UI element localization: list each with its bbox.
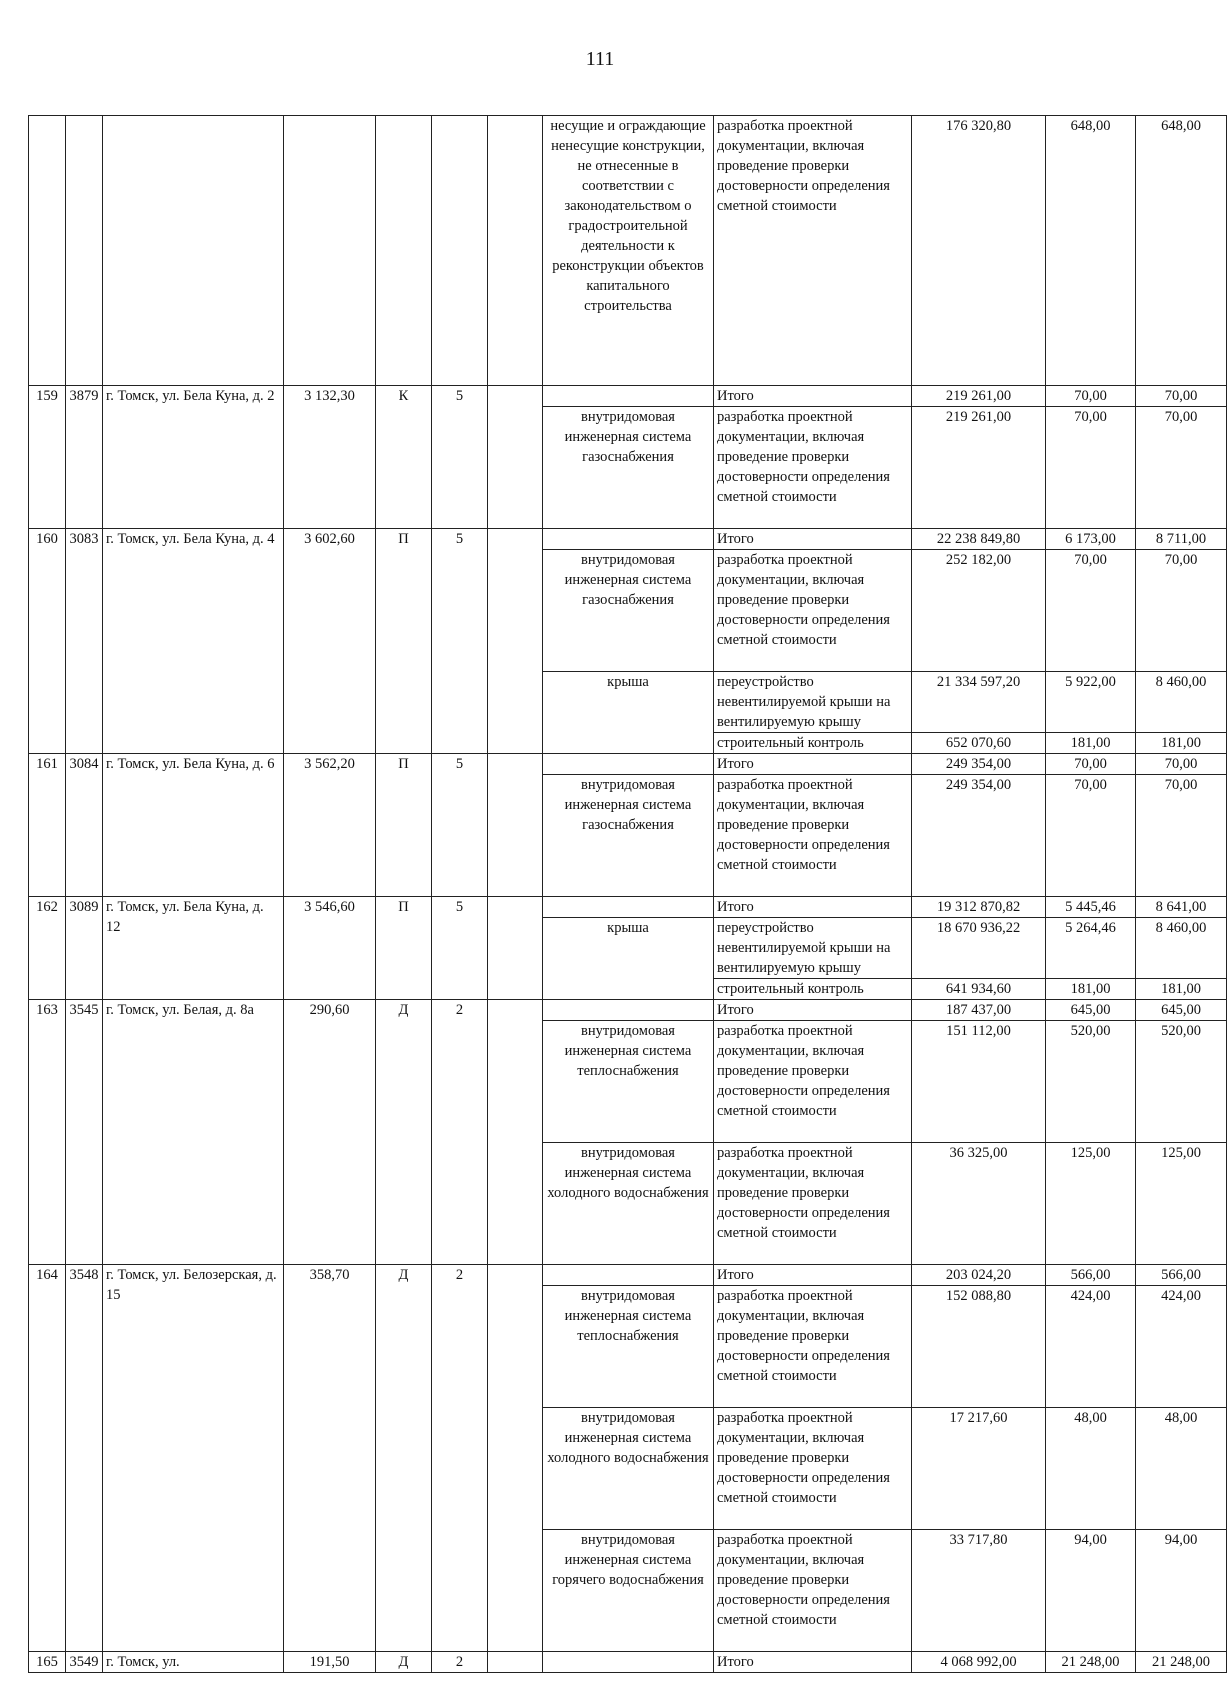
cell-cost: 219 261,00 <box>912 407 1046 529</box>
cell-limit: 8 641,00 <box>1136 897 1227 918</box>
table-row <box>29 1000 1227 1021</box>
cell-empty <box>488 754 543 897</box>
cell-cost: 652 070,60 <box>912 733 1046 754</box>
cell-element <box>543 897 714 918</box>
cell-area: 290,60 <box>284 1000 376 1265</box>
cell-address: г. Томск, ул. Бела Куна, д. 2 <box>103 386 284 529</box>
cell-work: переустройство невентилируемой крыши на вентилируемую крышу <box>714 918 912 979</box>
cell-work: Итого <box>714 1000 912 1021</box>
cell-limit: 70,00 <box>1136 550 1227 672</box>
cell-floors: 5 <box>432 386 488 529</box>
cell-specific: 520,00 <box>1046 1021 1136 1143</box>
cell-specific: 181,00 <box>1046 733 1136 754</box>
cell-cost: 21 334 597,20 <box>912 672 1046 733</box>
cell-area: 191,50 <box>284 1652 376 1673</box>
cell-specific: 5 922,00 <box>1046 672 1136 733</box>
cell-area <box>284 116 376 386</box>
cell-work: строительный контроль <box>714 979 912 1000</box>
cell-cost: 187 437,00 <box>912 1000 1046 1021</box>
cell-element: внутридомовая инженерная система теплоснабжения <box>543 1286 714 1408</box>
cell-area: 3 546,60 <box>284 897 376 1000</box>
cell-element <box>543 1652 714 1673</box>
cell-element: внутридомовая инженерная система газоснабжения <box>543 550 714 672</box>
cell-element: крыша <box>543 918 714 1000</box>
cell-floors: 2 <box>432 1265 488 1652</box>
cell-work: разработка проектной документации, включая проведение проверки достоверности определения сметной стоимости <box>714 775 912 897</box>
cell-code: 3545 <box>66 1000 103 1265</box>
cell-area: 3 562,20 <box>284 754 376 897</box>
cell-cost: 249 354,00 <box>912 754 1046 775</box>
cell-category: П <box>376 897 432 1000</box>
cell-code: 3084 <box>66 754 103 897</box>
cell-no: 160 <box>29 529 66 754</box>
page-number: 111 <box>585 48 615 70</box>
cell-no: 162 <box>29 897 66 1000</box>
cell-floors: 2 <box>432 1652 488 1673</box>
cell-limit: 94,00 <box>1136 1530 1227 1652</box>
cell-floors <box>432 116 488 386</box>
cell-cost: 249 354,00 <box>912 775 1046 897</box>
table-row <box>29 897 1227 918</box>
cell-work: разработка проектной документации, включая проведение проверки достоверности определения сметной стоимости <box>714 407 912 529</box>
cell-specific: 566,00 <box>1046 1265 1136 1286</box>
cell-address: г. Томск, ул. <box>103 1652 284 1673</box>
cell-cost: 18 670 936,22 <box>912 918 1046 979</box>
table-row <box>29 1652 1227 1673</box>
cell-specific: 424,00 <box>1046 1286 1136 1408</box>
cell-element <box>543 386 714 407</box>
cell-cost: 36 325,00 <box>912 1143 1046 1265</box>
cell-empty <box>488 1265 543 1652</box>
cell-category: П <box>376 529 432 754</box>
cell-floors: 5 <box>432 897 488 1000</box>
cell-code: 3879 <box>66 386 103 529</box>
cell-element: крыша <box>543 672 714 754</box>
cell-category: П <box>376 754 432 897</box>
cell-code: 3089 <box>66 897 103 1000</box>
cell-area: 358,70 <box>284 1265 376 1652</box>
cell-category: К <box>376 386 432 529</box>
cell-limit: 181,00 <box>1136 979 1227 1000</box>
cell-specific: 648,00 <box>1046 116 1136 386</box>
cell-specific: 645,00 <box>1046 1000 1136 1021</box>
cell-no: 164 <box>29 1265 66 1652</box>
cell-limit: 566,00 <box>1136 1265 1227 1286</box>
cell-work: Итого <box>714 897 912 918</box>
cell-no: 165 <box>29 1652 66 1673</box>
cell-cost: 219 261,00 <box>912 386 1046 407</box>
cell-limit: 8 711,00 <box>1136 529 1227 550</box>
table-row <box>29 754 1227 775</box>
cell-cost: 17 217,60 <box>912 1408 1046 1530</box>
cell-code: 3549 <box>66 1652 103 1673</box>
cell-no: 159 <box>29 386 66 529</box>
cell-work: разработка проектной документации, включая проведение проверки достоверности определения сметной стоимости <box>714 1143 912 1265</box>
cell-specific: 70,00 <box>1046 775 1136 897</box>
cell-limit: 520,00 <box>1136 1021 1227 1143</box>
cell-floors: 2 <box>432 1000 488 1265</box>
cell-category: Д <box>376 1000 432 1265</box>
cell-work: Итого <box>714 529 912 550</box>
cell-specific: 125,00 <box>1046 1143 1136 1265</box>
cell-work: строительный контроль <box>714 733 912 754</box>
cell-floors: 5 <box>432 529 488 754</box>
cell-cost: 252 182,00 <box>912 550 1046 672</box>
cell-empty <box>488 897 543 1000</box>
cell-limit: 424,00 <box>1136 1286 1227 1408</box>
cell-cost: 152 088,80 <box>912 1286 1046 1408</box>
cell-empty <box>488 1000 543 1265</box>
cell-cost: 641 934,60 <box>912 979 1046 1000</box>
cell-work: разработка проектной документации, включая проведение проверки достоверности определения сметной стоимости <box>714 550 912 672</box>
table-row <box>29 1265 1227 1286</box>
cell-empty <box>488 529 543 754</box>
cell-empty <box>488 386 543 529</box>
cell-work: Итого <box>714 1652 912 1673</box>
cell-cost: 4 068 992,00 <box>912 1652 1046 1673</box>
cell-element: внутридомовая инженерная система холодного водоснабжения <box>543 1143 714 1265</box>
cell-limit: 70,00 <box>1136 386 1227 407</box>
capital-repair-table <box>28 115 1227 1673</box>
table-row <box>29 386 1227 407</box>
cell-element <box>543 529 714 550</box>
cell-limit: 648,00 <box>1136 116 1227 386</box>
cell-specific: 70,00 <box>1046 754 1136 775</box>
cell-specific: 6 173,00 <box>1046 529 1136 550</box>
cell-limit: 181,00 <box>1136 733 1227 754</box>
cell-specific: 70,00 <box>1046 386 1136 407</box>
cell-specific: 70,00 <box>1046 407 1136 529</box>
cell-cost: 19 312 870,82 <box>912 897 1046 918</box>
cell-limit: 70,00 <box>1136 775 1227 897</box>
cell-limit: 645,00 <box>1136 1000 1227 1021</box>
cell-limit: 70,00 <box>1136 407 1227 529</box>
cell-empty <box>488 116 543 386</box>
cell-category <box>376 116 432 386</box>
cell-address <box>103 116 284 386</box>
cell-category: Д <box>376 1652 432 1673</box>
cell-cost: 176 320,80 <box>912 116 1046 386</box>
cell-element: внутридомовая инженерная система теплоснабжения <box>543 1021 714 1143</box>
cell-area: 3 132,30 <box>284 386 376 529</box>
cell-no <box>29 116 66 386</box>
cell-cost: 203 024,20 <box>912 1265 1046 1286</box>
cell-address: г. Томск, ул. Белозерская, д. 15 <box>103 1265 284 1652</box>
cell-floors: 5 <box>432 754 488 897</box>
cell-limit: 48,00 <box>1136 1408 1227 1530</box>
cell-limit: 8 460,00 <box>1136 918 1227 979</box>
cell-empty <box>488 1652 543 1673</box>
cell-specific: 5 445,46 <box>1046 897 1136 918</box>
cell-cost: 22 238 849,80 <box>912 529 1046 550</box>
cell-specific: 5 264,46 <box>1046 918 1136 979</box>
table-container <box>28 115 1210 1670</box>
cell-address: г. Томск, ул. Белая, д. 8а <box>103 1000 284 1265</box>
cell-work: разработка проектной документации, включая проведение проверки достоверности определения сметной стоимости <box>714 1021 912 1143</box>
cell-limit: 125,00 <box>1136 1143 1227 1265</box>
cell-address: г. Томск, ул. Бела Куна, д. 4 <box>103 529 284 754</box>
cell-element <box>543 754 714 775</box>
cell-specific: 70,00 <box>1046 550 1136 672</box>
cell-work: переустройство невентилируемой крыши на вентилируемую крышу <box>714 672 912 733</box>
cell-work: Итого <box>714 754 912 775</box>
cell-element: внутридомовая инженерная система холодного водоснабжения <box>543 1408 714 1530</box>
table-body <box>29 116 1227 1673</box>
cell-no: 161 <box>29 754 66 897</box>
cell-specific: 21 248,00 <box>1046 1652 1136 1673</box>
cell-cost: 151 112,00 <box>912 1021 1046 1143</box>
cell-specific: 181,00 <box>1046 979 1136 1000</box>
cell-element: внутридомовая инженерная система газоснабжения <box>543 775 714 897</box>
cell-category: Д <box>376 1265 432 1652</box>
cell-work: разработка проектной документации, включая проведение проверки достоверности определения сметной стоимости <box>714 1530 912 1652</box>
cell-code: 3548 <box>66 1265 103 1652</box>
cell-cost: 33 717,80 <box>912 1530 1046 1652</box>
cell-element <box>543 1000 714 1021</box>
cell-work: Итого <box>714 386 912 407</box>
cell-limit: 8 460,00 <box>1136 672 1227 733</box>
cell-address: г. Томск, ул. Бела Куна, д. 6 <box>103 754 284 897</box>
cell-code <box>66 116 103 386</box>
cell-work: Итого <box>714 1265 912 1286</box>
cell-element: внутридомовая инженерная система горячего водоснабжения <box>543 1530 714 1652</box>
cell-work: разработка проектной документации, включая проведение проверки достоверности определения сметной стоимости <box>714 116 912 386</box>
cell-work: разработка проектной документации, включая проведение проверки достоверности определения сметной стоимости <box>714 1408 912 1530</box>
table-row <box>29 529 1227 550</box>
cell-specific: 94,00 <box>1046 1530 1136 1652</box>
cell-area: 3 602,60 <box>284 529 376 754</box>
table-row <box>29 116 1227 386</box>
cell-address: г. Томск, ул. Бела Куна, д. 12 <box>103 897 284 1000</box>
cell-no: 163 <box>29 1000 66 1265</box>
cell-element: внутридомовая инженерная система газоснабжения <box>543 407 714 529</box>
cell-limit: 70,00 <box>1136 754 1227 775</box>
cell-limit: 21 248,00 <box>1136 1652 1227 1673</box>
cell-work: разработка проектной документации, включая проведение проверки достоверности определения сметной стоимости <box>714 1286 912 1408</box>
cell-specific: 48,00 <box>1046 1408 1136 1530</box>
cell-code: 3083 <box>66 529 103 754</box>
cell-element <box>543 1265 714 1286</box>
cell-element: несущие и ограждающие ненесущие конструкции, не отнесенные в соответствии с законодательством о градостроительной деятельности к реконструкции объектов капитального строительства <box>543 116 714 386</box>
